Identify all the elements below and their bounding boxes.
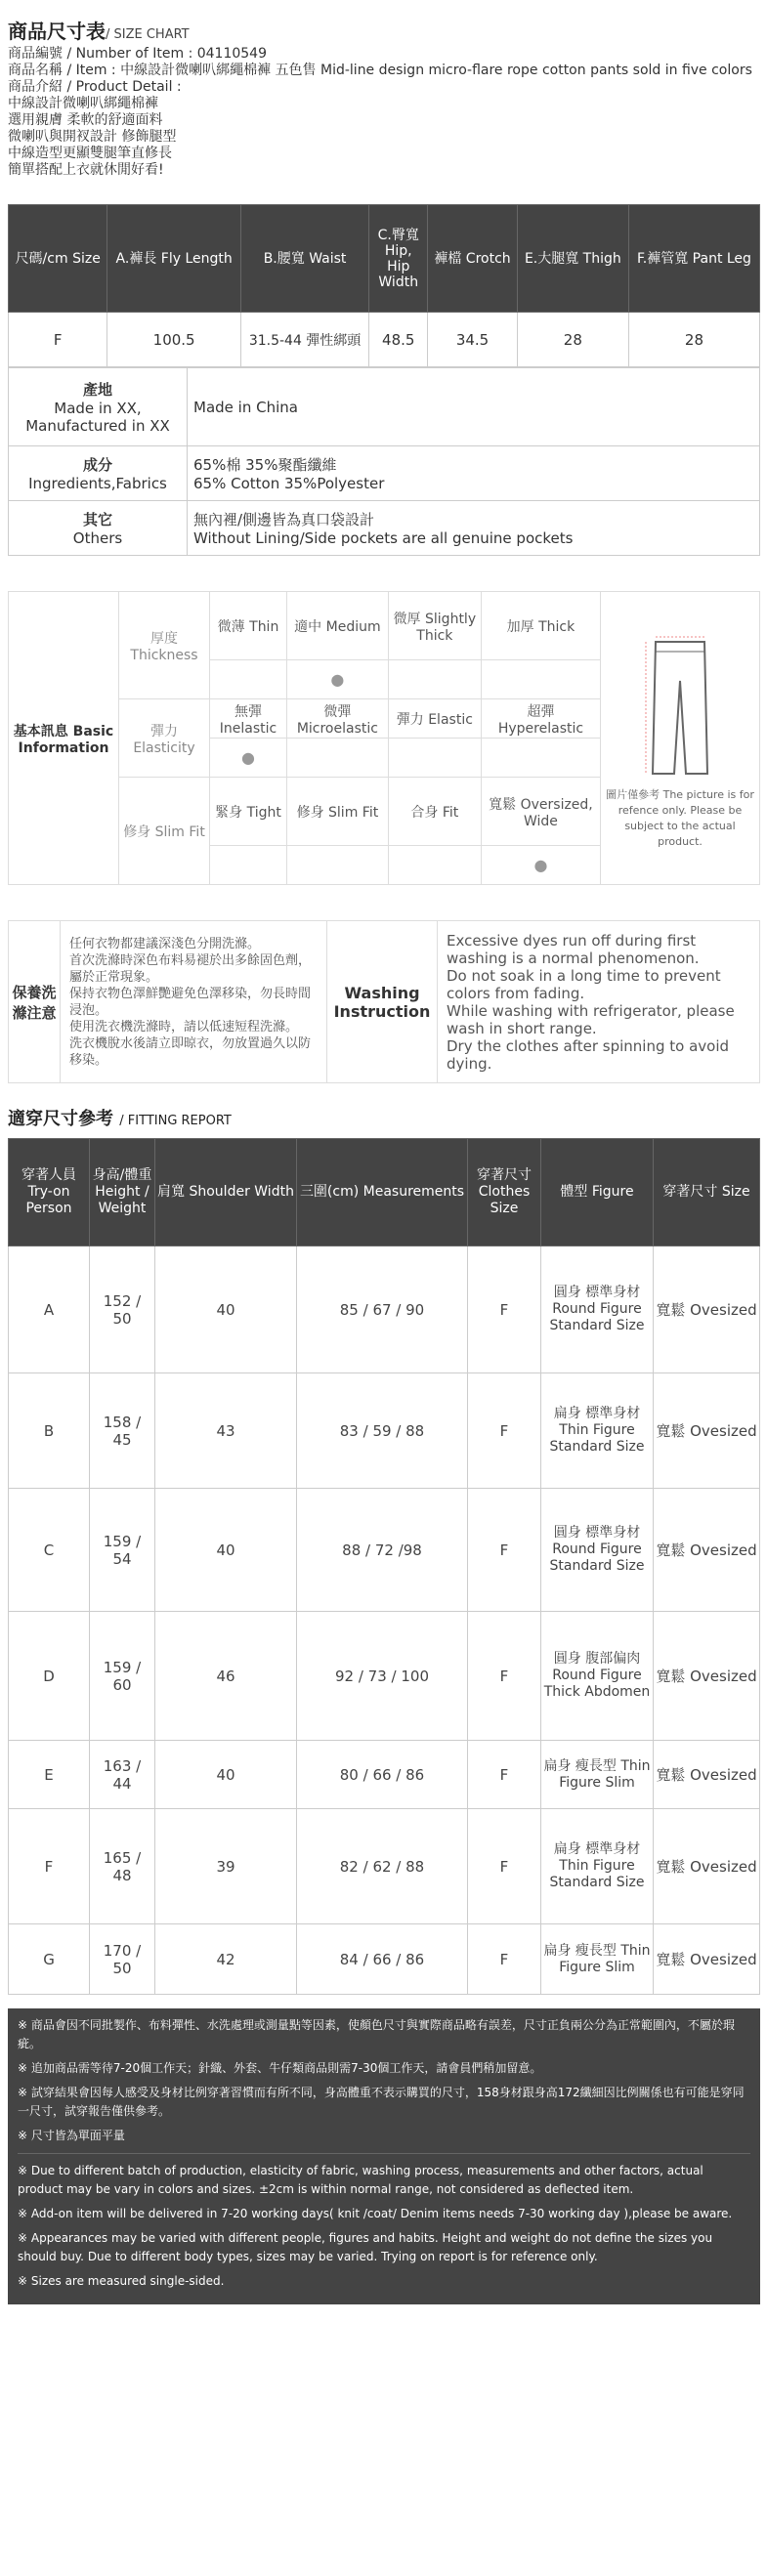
- origin-value: Made in China: [188, 368, 760, 446]
- person: D: [9, 1612, 90, 1741]
- elasticity-option: 超彈 Hyperelastic: [481, 699, 600, 739]
- clothes-size: F: [468, 1924, 541, 1995]
- measurements: 80 / 66 / 86: [297, 1741, 468, 1809]
- detail-line: 簡單搭配上衣就休閒好看!: [8, 162, 164, 178]
- measurements: 85 / 67 / 90: [297, 1246, 468, 1373]
- other-value: 無內裡/側邊皆為真口袋設計 Without Lining/Side pockets are all genuine pockets: [188, 501, 760, 556]
- elasticity-option: 彈力 Elastic: [388, 699, 481, 739]
- detail-line: 選用親膚 柔軟的舒適面料: [8, 112, 163, 128]
- clothes-size: F: [468, 1246, 541, 1373]
- person: E: [9, 1741, 90, 1809]
- size-header: F.褲管寬 Pant Leg: [628, 205, 759, 313]
- thickness-option: 微厚 Slightly Thick: [388, 592, 481, 660]
- size-header: E.大腿寬 Thigh: [517, 205, 628, 313]
- size-cell: 28: [628, 313, 759, 367]
- note-en: ※ Due to different batch of production, elasticity of fabric, washing process, measurements and other factors, actual product may be vary in colors and sizes. ±2cm is within normal range, not considered as deflected item.: [18, 2164, 703, 2196]
- wash-en-item: Excessive dyes run off during first washing is a normal phenomenon.: [447, 931, 700, 967]
- person: B: [9, 1373, 90, 1489]
- fit-header: 穿著人員 Try-on Person: [9, 1139, 90, 1246]
- note-en: ※ Add-on item will be delivered in 7-20 working days( knit /coat/ Denim items needs 7-30 working day ),please be aware.: [18, 2207, 733, 2220]
- size-header: 尺碼/cm Size: [9, 205, 107, 313]
- clothes-size: F: [468, 1741, 541, 1809]
- item-name: 商品名稱 / Item : 中線設計微喇叭綁繩棉褲 五色售 Mid-line design micro-flare rope cotton pants sold in five colors: [8, 63, 752, 78]
- person: G: [9, 1924, 90, 1995]
- measurements: 84 / 66 / 86: [297, 1924, 468, 1995]
- table-row: [9, 1924, 760, 1995]
- product-info: [8, 46, 760, 179]
- origin-label: 產地 Made in XX, Manufactured in XX: [9, 368, 188, 446]
- person: C: [9, 1489, 90, 1612]
- fit-label: 修身 Slim Fit: [119, 778, 210, 885]
- fit-header: 身高/體重 Height / Weight: [90, 1139, 155, 1246]
- note-zh: ※ 試穿結果會因每人感受及身材比例穿著習慣而有所不同，身高體重不表示購買的尺寸，158身材跟身高172纖細因比例關係也有可能是穿同一尺寸，試穿報告僅供參考。: [18, 2086, 745, 2118]
- height-weight: 158 / 45: [90, 1373, 155, 1489]
- measurements: 82 / 62 / 88: [297, 1809, 468, 1924]
- shoulder: 40: [155, 1246, 297, 1373]
- height-weight: 159 / 54: [90, 1489, 155, 1612]
- basic-info-table: [8, 591, 760, 885]
- fit-size: 寬鬆 Ovesized: [654, 1373, 760, 1489]
- fit-size: 寬鬆 Ovesized: [654, 1741, 760, 1809]
- shoulder: 46: [155, 1612, 297, 1741]
- thickness-label: 厚度 Thickness: [119, 592, 210, 699]
- other-label: 其它 Others: [9, 501, 188, 556]
- measurements: 92 / 73 / 100: [297, 1612, 468, 1741]
- notes-box: [8, 2008, 760, 2304]
- table-row: [9, 1612, 760, 1741]
- pants-diagram: [601, 592, 760, 885]
- height-weight: 165 / 48: [90, 1809, 155, 1924]
- size-header: A.褲長 Fly Length: [107, 205, 241, 313]
- fit-header: 肩寬 Shoulder Width: [155, 1139, 297, 1246]
- person: F: [9, 1809, 90, 1924]
- item-number: 商品編號 / Number of Item : 04110549: [8, 46, 267, 62]
- fitting-table: [8, 1138, 760, 1995]
- wash-label-zh: 保養洗滌注意: [9, 921, 61, 1083]
- size-cell: F: [9, 313, 107, 367]
- figure: 扁身 標準身材 Thin Figure Standard Size: [541, 1809, 654, 1924]
- material-label: 成分 Ingredients,Fabrics: [9, 446, 188, 501]
- size-cell: 28: [517, 313, 628, 367]
- selected-dot-icon: ●: [241, 748, 255, 767]
- fit-size: 寬鬆 Ovesized: [654, 1809, 760, 1924]
- wash-label-en: Washing Instruction: [327, 921, 438, 1083]
- shoulder: 40: [155, 1489, 297, 1612]
- size-header: 褲檔 Crotch: [428, 205, 518, 313]
- meta-table: [8, 367, 760, 556]
- figure: 扁身 瘦長型 Thin Figure Slim: [541, 1741, 654, 1809]
- table-row: [9, 1489, 760, 1612]
- wash-en-item: Dry the clothes after spinning to avoid dying.: [447, 1036, 730, 1073]
- fit-header: 三圍(cm) Measurements: [297, 1139, 468, 1246]
- fit-size: 寬鬆 Ovesized: [654, 1924, 760, 1995]
- selected-dot-icon: ●: [533, 856, 548, 874]
- clothes-size: F: [468, 1809, 541, 1924]
- wash-en-item: While washing with refrigerator, please wash in short range.: [447, 1001, 735, 1037]
- wash-en-list: [438, 921, 760, 1083]
- wash-table: [8, 920, 760, 1083]
- fit-size: 寬鬆 Ovesized: [654, 1246, 760, 1373]
- height-weight: 163 / 44: [90, 1741, 155, 1809]
- figure: 圓身 腹部偏肉 Round Figure Thick Abdomen: [541, 1612, 654, 1741]
- fit-size: 寬鬆 Ovesized: [654, 1489, 760, 1612]
- elasticity-label: 彈力 Elasticity: [119, 699, 210, 778]
- fit-option: 寬鬆 Oversized, Wide: [481, 778, 600, 846]
- size-cell: 48.5: [369, 313, 428, 367]
- shoulder: 39: [155, 1809, 297, 1924]
- measurements: 83 / 59 / 88: [297, 1373, 468, 1489]
- size-cell: 34.5: [428, 313, 518, 367]
- note-zh: ※ 商品會因不同批製作、布料彈性、水洗處理或測量點等因素，使顏色尺寸與實際商品略有誤差，尺寸正負兩公分為正常範圍內，不屬於瑕疵。: [18, 2018, 735, 2050]
- clothes-size: F: [468, 1489, 541, 1612]
- size-chart-page: [8, 16, 760, 2304]
- clothes-size: F: [468, 1373, 541, 1489]
- wash-zh-item: 首次洗滌時深色布料易褪於出多餘固色劑，屬於正常現象。: [69, 952, 312, 985]
- thickness-option: 微薄 Thin: [210, 592, 287, 660]
- height-weight: 159 / 60: [90, 1612, 155, 1741]
- person: A: [9, 1246, 90, 1373]
- measurements: 88 / 72 /98: [297, 1489, 468, 1612]
- fit-size: 寬鬆 Ovesized: [654, 1612, 760, 1741]
- figure: 扁身 瘦長型 Thin Figure Slim: [541, 1924, 654, 1995]
- size-cell: 100.5: [107, 313, 241, 367]
- note-zh: ※ 追加商品需等待7-20個工作天；針織、外套、牛仔類商品則需7-30個工作天，請會員們稍加留意。: [18, 2061, 542, 2075]
- table-row: [9, 1741, 760, 1809]
- elasticity-option: 無彈 Inelastic: [210, 699, 287, 739]
- wash-en-item: Do not soak in a long time to prevent colors from fading.: [447, 966, 721, 1002]
- detail-line: 中線造型更顯雙腿筆直修長: [8, 146, 172, 161]
- table-row: [9, 1373, 760, 1489]
- figure: 扁身 標準身材 Thin Figure Standard Size: [541, 1373, 654, 1489]
- size-table: [8, 204, 760, 367]
- note-en: ※ Appearances may be varied with different people, figures and habits. Height and weight do not define the sizes you should buy. Due to different body types, sizes may be varied. Trying on report is for reference only.: [18, 2231, 713, 2263]
- figure: 圓身 標準身材 Round Figure Standard Size: [541, 1489, 654, 1612]
- shoulder: 40: [155, 1741, 297, 1809]
- height-weight: 170 / 50: [90, 1924, 155, 1995]
- figure: 圓身 標準身材 Round Figure Standard Size: [541, 1246, 654, 1373]
- fit-header: 體型 Figure: [541, 1139, 654, 1246]
- detail-label: 商品介紹 / Product Detail :: [8, 79, 182, 95]
- basic-info-label: 基本訊息 Basic Information: [9, 592, 119, 885]
- material-value: 65%棉 35%聚酯纖維 65% Cotton 35%Polyester: [188, 446, 760, 501]
- shoulder: 43: [155, 1373, 297, 1489]
- fitting-title: 適穿尺寸參考 / FITTING REPORT: [8, 1109, 232, 1129]
- page-title: 商品尺寸表/ SIZE CHART: [8, 20, 190, 43]
- detail-line: 微喇叭與開衩設計 修飾腿型: [8, 129, 177, 145]
- table-row: [9, 1246, 760, 1373]
- fit-option: 緊身 Tight: [210, 778, 287, 846]
- wash-zh-item: 洗衣機脫水後請立即晾衣，勿放置過久以防移染。: [69, 1035, 312, 1068]
- wash-zh-list: [61, 921, 327, 1083]
- fit-option: 合身 Fit: [388, 778, 481, 846]
- size-header: B.腰寬 Waist: [240, 205, 368, 313]
- clothes-size: F: [468, 1612, 541, 1741]
- elasticity-option: 微彈 Microelastic: [287, 699, 389, 739]
- fit-option: 修身 Slim Fit: [287, 778, 389, 846]
- note-zh: ※ 尺寸皆為單面平量: [18, 2129, 125, 2142]
- note-en: ※ Sizes are measured single-sided.: [18, 2274, 225, 2288]
- selected-dot-icon: ●: [330, 670, 345, 689]
- wash-zh-item: 任何衣物都建議深淺色分開洗滌。: [69, 936, 261, 951]
- shoulder: 42: [155, 1924, 297, 1995]
- pants-outline-icon: [621, 627, 739, 783]
- diagram-caption: 圖片僅參考 The picture is for refence only. Please be subject to the actual product.: [606, 787, 754, 848]
- fit-header: 穿著尺寸 Size: [654, 1139, 760, 1246]
- size-cell: 31.5-44 彈性綁頭: [240, 313, 368, 367]
- fit-header: 穿著尺寸 Clothes Size: [468, 1139, 541, 1246]
- detail-line: 中線設計微喇叭綁繩棉褲: [8, 96, 158, 111]
- size-header: C.臀寬 Hip, Hip Width: [369, 205, 428, 313]
- height-weight: 152 / 50: [90, 1246, 155, 1373]
- table-row: [9, 1809, 760, 1924]
- thickness-option: 加厚 Thick: [481, 592, 600, 660]
- wash-zh-item: 使用洗衣機洗滌時，請以低速短程洗滌。: [69, 1019, 299, 1035]
- wash-zh-item: 保持衣物色澤鮮艷避免色澤移染，勿長時間浸泡。: [69, 986, 312, 1018]
- thickness-option: 適中 Medium: [287, 592, 389, 660]
